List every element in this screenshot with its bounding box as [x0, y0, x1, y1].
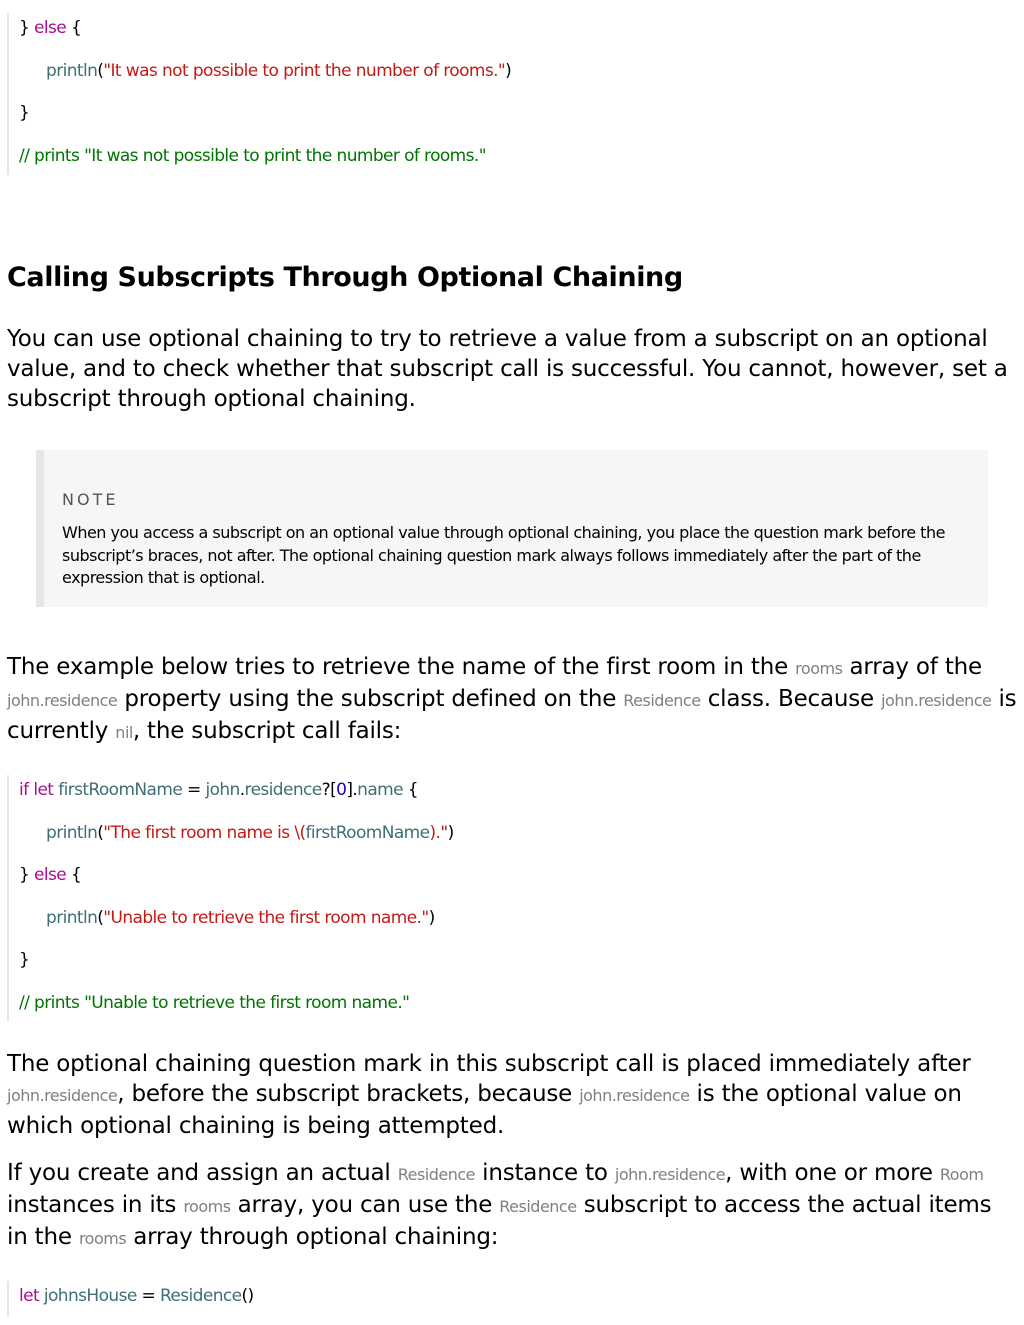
code-token: . — [239, 780, 245, 800]
code-line — [19, 860, 454, 903]
text-run: property using the subscript defined on the — [117, 686, 624, 712]
code-token: ( — [97, 60, 104, 81]
code-line — [19, 141, 511, 175]
code-block-subscript-example — [7, 775, 454, 1022]
inline-code: john.residence — [7, 1086, 118, 1105]
code-identifier: johnsHouse — [43, 1286, 137, 1306]
inline-code: rooms — [183, 1197, 231, 1216]
assignment-paragraph — [7, 1158, 1019, 1254]
code-block-residence-init — [7, 1281, 254, 1317]
code-token: } — [19, 103, 30, 123]
inline-code: john.residence — [614, 1165, 726, 1184]
code-string: "Unable to retrieve the first room name." — [103, 907, 429, 928]
text-run: is the optional value on which optional chaining is being attempted. — [7, 1081, 962, 1139]
code-token: } — [19, 950, 30, 970]
code-line — [19, 1281, 254, 1317]
code-function: println — [46, 907, 98, 928]
note-text: When you access a subscript on an optional value through optional chaining, you place the question mark before the subscript’s braces, not after. The optional chaining question mark always follows immediately after the part of the expression that is optional. — [62, 523, 945, 587]
code-identifier: firstRoomName — [305, 822, 430, 843]
note-box — [36, 450, 988, 607]
code-token: ?[ — [321, 780, 337, 800]
text-run: , before the subscript brackets, because — [117, 1081, 580, 1107]
text-run: array of the — [842, 654, 982, 680]
code-token: ( — [97, 907, 104, 928]
inline-code: rooms — [78, 1229, 127, 1248]
code-number: 0 — [336, 780, 347, 800]
text-run: array, you can use the — [230, 1192, 500, 1218]
code-line — [19, 818, 454, 861]
code-token: () — [241, 1286, 254, 1306]
code-function: println — [46, 822, 98, 843]
inline-code: rooms — [795, 659, 843, 678]
text-run: If you create and assign an actual — [7, 1160, 398, 1186]
inline-code: john.residence — [7, 691, 118, 710]
code-comment: // prints "It was not possible to print the number of rooms." — [19, 145, 486, 166]
code-keyword: else — [34, 865, 67, 885]
code-token: { — [66, 18, 82, 38]
text-run: subscript to access the actual items in the — [7, 1192, 992, 1250]
code-line — [19, 903, 454, 946]
inline-code: john.residence — [579, 1086, 690, 1105]
note-label: NOTE — [62, 490, 119, 509]
text-run: class. Because — [700, 686, 882, 712]
code-keyword: let — [33, 780, 54, 800]
code-token: ( — [97, 822, 104, 843]
code-function: println — [46, 60, 98, 81]
inline-code: Room — [939, 1165, 984, 1184]
code-line — [19, 13, 511, 56]
code-line — [19, 988, 454, 1022]
text-run: instance to — [475, 1160, 615, 1186]
code-token: ) — [505, 60, 512, 81]
text-run: instances in its — [7, 1192, 184, 1218]
section-heading: Calling Subscripts Through Optional Chaining — [7, 262, 683, 293]
inline-code: Residence — [397, 1165, 476, 1184]
code-keyword: let — [19, 1286, 40, 1306]
code-token: } — [19, 865, 35, 885]
code-line — [19, 775, 454, 818]
code-keyword: if — [19, 780, 29, 800]
intro-paragraph: You can use optional chaining to try to retrieve a value from a subscript on an optional value, and to check whether that subscript call is successful. You cannot, however, set a subscript through optional chaining. — [7, 326, 1008, 412]
code-line — [19, 945, 454, 988]
code-string: "The first room name is \( — [103, 822, 306, 843]
code-keyword: else — [34, 18, 67, 38]
inline-code: Residence — [623, 691, 701, 710]
inline-code: nil — [115, 723, 133, 742]
code-string: "It was not possible to print the number of rooms." — [103, 60, 506, 81]
text-run: The optional chaining question mark in this subscript call is placed immediately after — [7, 1051, 971, 1077]
inline-code: john.residence — [881, 691, 992, 710]
inline-code: Residence — [499, 1197, 577, 1216]
code-line — [19, 56, 511, 99]
code-type: Residence — [159, 1286, 242, 1306]
text-run: array through optional chaining: — [126, 1224, 499, 1250]
code-comment: // prints "Unable to retrieve the first room name." — [19, 992, 410, 1013]
text-run: is currently — [7, 686, 1017, 744]
text-run: The example below tries to retrieve the name of the first room in the — [7, 654, 796, 680]
code-identifier: john — [205, 780, 240, 800]
code-identifier: name — [357, 780, 403, 800]
text-run: , with one or more — [725, 1160, 940, 1186]
code-token: = — [182, 780, 206, 800]
explanation-paragraph — [7, 1049, 1019, 1141]
code-token: ) — [447, 822, 454, 843]
code-token: ) — [428, 907, 435, 928]
text-run: , the subscript call fails: — [132, 718, 402, 744]
code-token: { — [402, 780, 419, 800]
code-line — [19, 98, 511, 141]
code-token: = — [136, 1286, 160, 1306]
code-token: { — [66, 865, 82, 885]
code-string: )." — [429, 822, 448, 843]
code-identifier: firstRoomName — [58, 780, 183, 800]
code-token: } — [19, 18, 35, 38]
code-token: ]. — [346, 780, 358, 800]
example-paragraph — [7, 652, 1019, 748]
code-identifier: residence — [244, 780, 322, 800]
code-block-else-branch — [7, 13, 511, 175]
